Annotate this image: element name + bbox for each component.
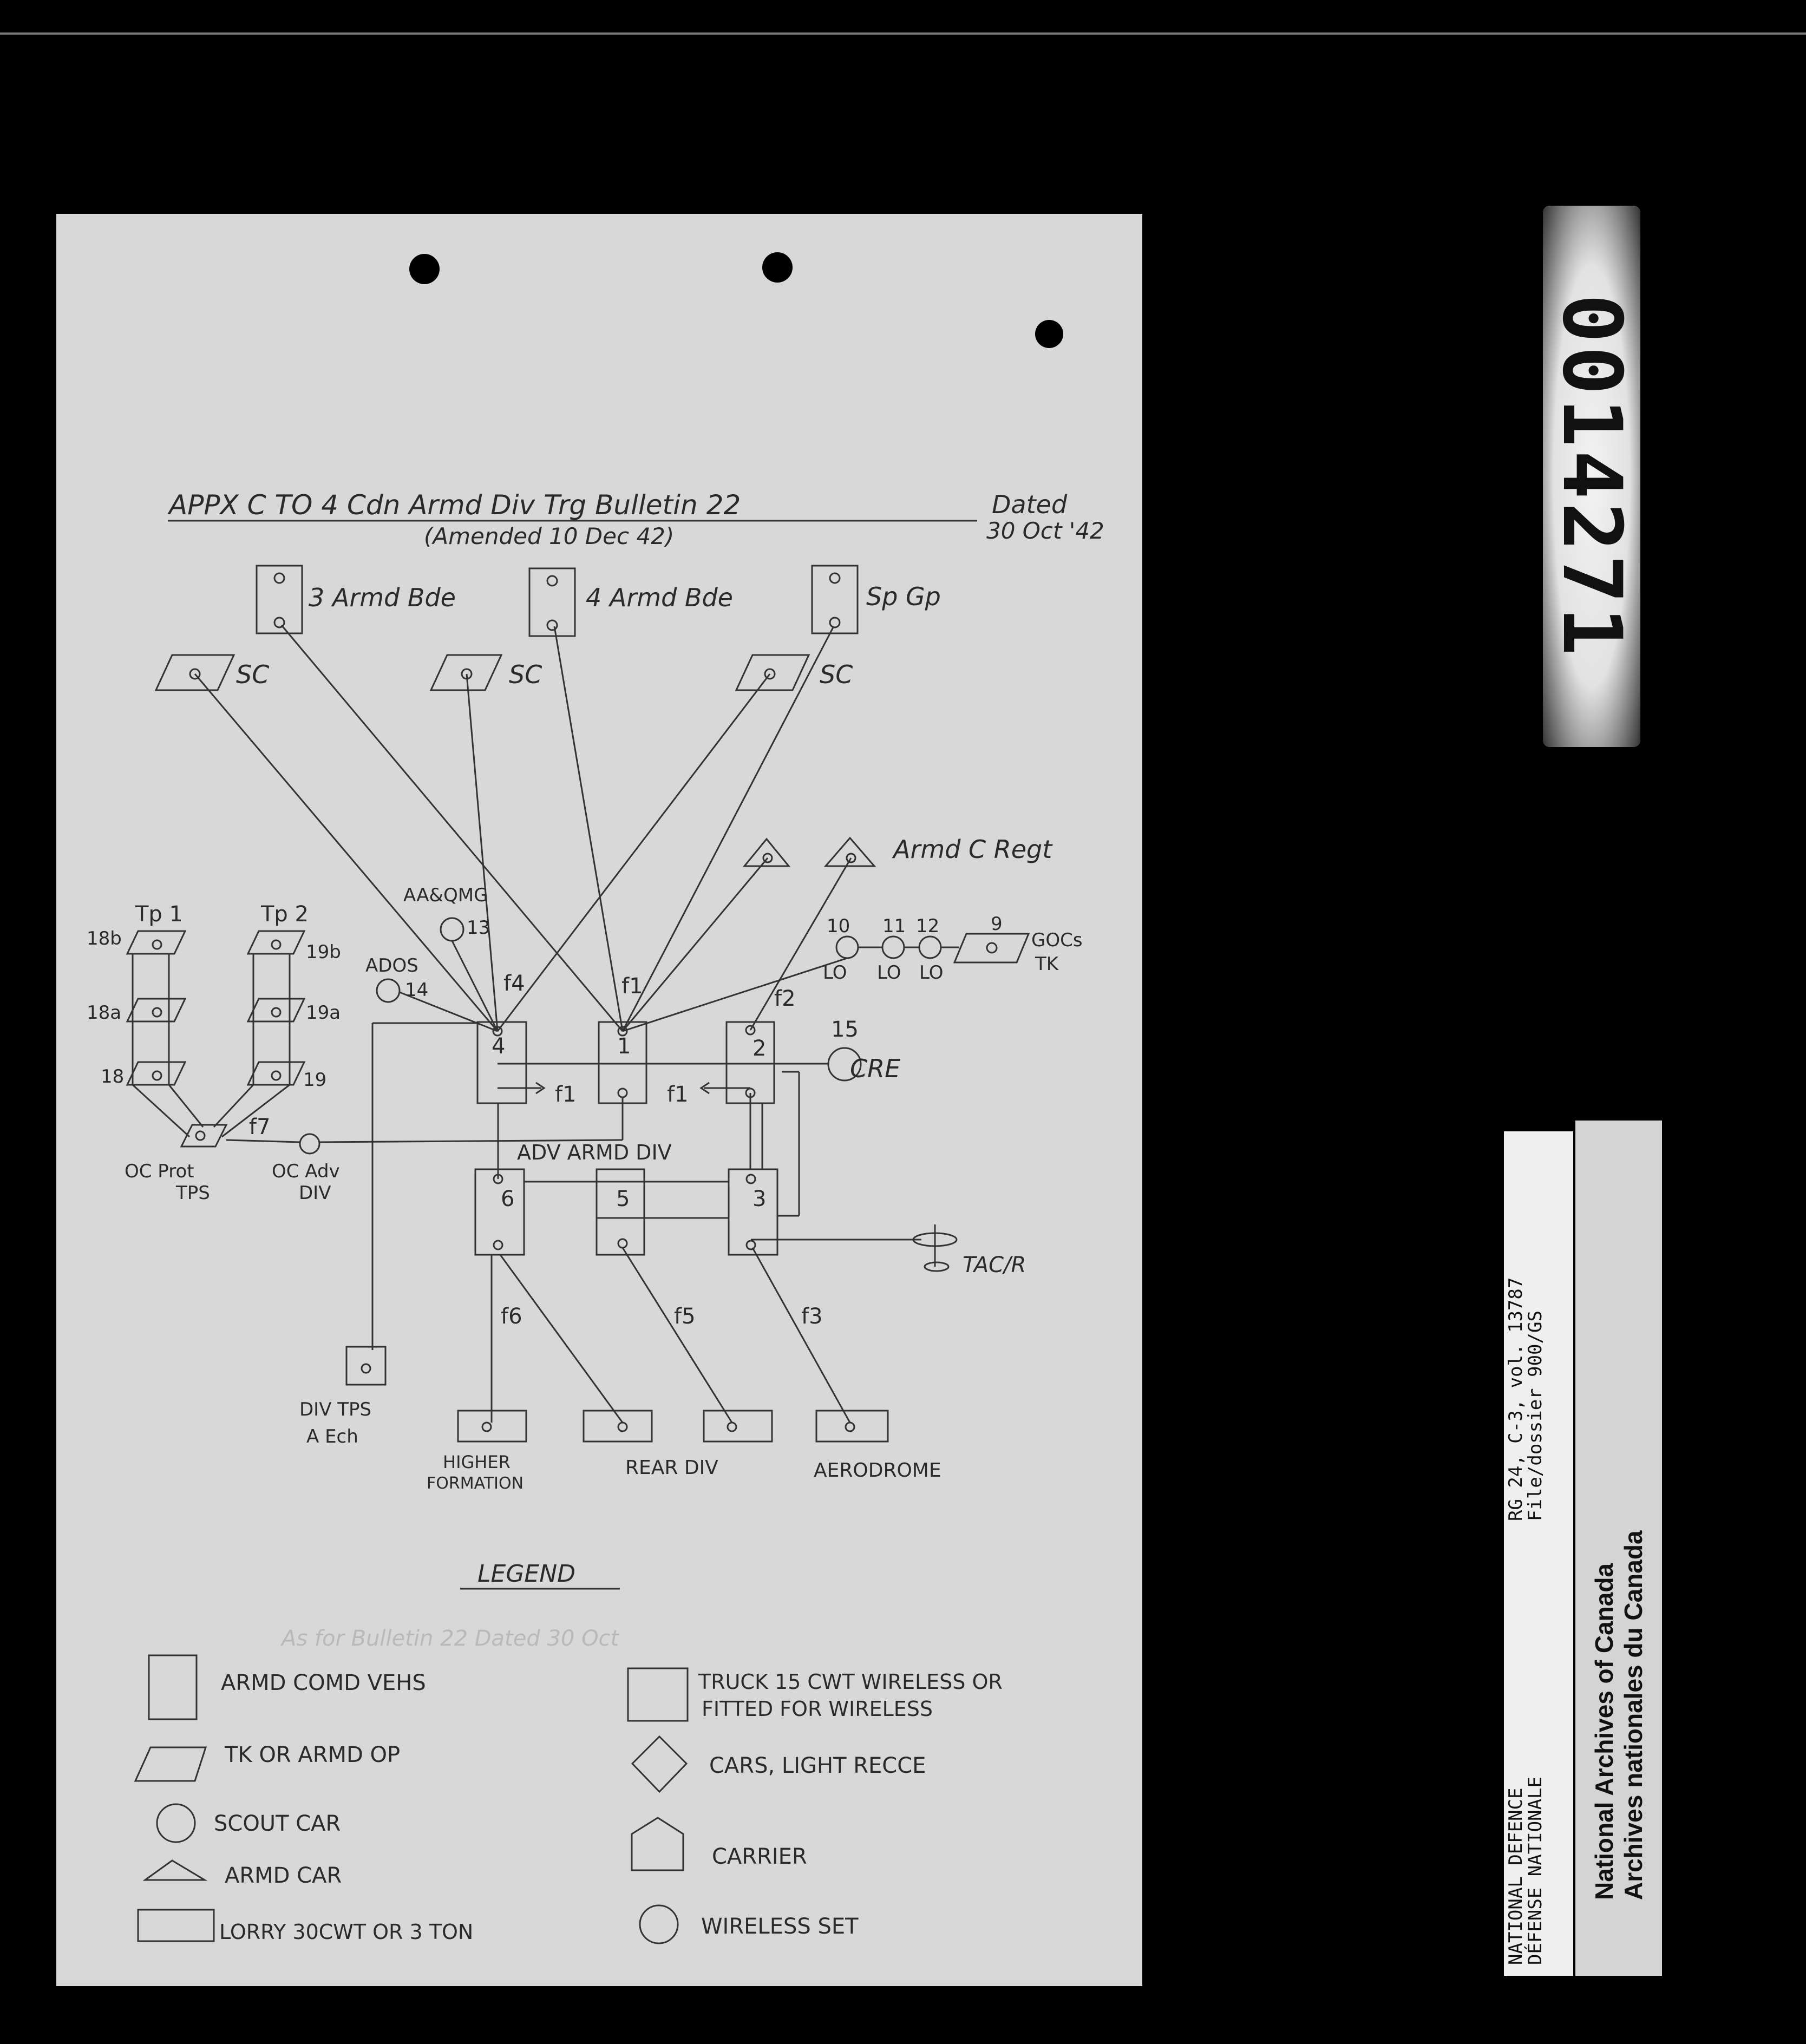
lorry-aerodrome [816,1411,888,1442]
legend-armd-comd-label: ARMD COMD VEHS [221,1670,426,1695]
label-5: 5 [616,1187,630,1211]
label-f3: f3 [801,1304,823,1329]
label-10: 10 [827,915,850,937]
label-f7: f7 [249,1115,271,1139]
label-tac-r: TAC/R [963,1253,1026,1277]
label-oc-adv: OC Adv [272,1161,340,1182]
label-lo: LO [823,962,847,984]
brigade-vehicle-box [257,566,302,633]
label-sc: SC [820,660,853,689]
label-armd-c-regt: Armd C Regt [893,835,1052,864]
command-vehicle-6 [475,1169,524,1255]
oc-adv-div-scout-car [300,1134,319,1154]
label-14: 14 [405,979,429,1001]
sc-tank-op [156,655,234,690]
legend-truck-icon [628,1668,688,1721]
punch-hole [1035,320,1063,348]
label-tps: TPS [176,1182,210,1204]
legend-armd-comd-icon [149,1655,197,1719]
label-4: 4 [492,1034,506,1059]
lo-scout-car [882,936,904,958]
legend-heading: LEGEND [477,1560,576,1588]
label-aerodrome: AERODROME [814,1459,941,1482]
archive-name-label [1575,1121,1662,1976]
legend-cars-icon [632,1737,686,1792]
brigade-vehicle-box [812,566,858,633]
label-ados: ADOS [365,955,418,977]
legend-cars-label: CARS, LIGHT RECCE [709,1753,926,1778]
brigade-vehicle-box [529,568,575,636]
label-div: DIV [299,1182,331,1204]
label-tk: TK [1035,953,1059,975]
label-archives-fr: Archives nationales du Canada [1619,1530,1647,1900]
punch-hole [409,254,440,284]
label-12: 12 [916,915,940,937]
label-f2: f2 [774,986,796,1011]
label-formation: FORMATION [427,1474,524,1493]
label-tp2: Tp 2 [261,902,309,927]
legend-lorry-icon [138,1910,214,1941]
div-tps-truck [346,1347,385,1385]
label-2: 2 [752,1036,767,1061]
label-rear-div: REAR DIV [625,1457,718,1479]
legend-carrier-icon [632,1818,683,1870]
label-sp-gp: Sp Gp [866,582,941,611]
label-div-tps: DIV TPS [299,1399,372,1420]
label-sc: SC [236,660,270,689]
legend-armd-car-icon [145,1860,205,1880]
legend-carrier-label: CARRIER [712,1844,807,1869]
label-f1-arrow: f1 [555,1082,577,1107]
label-f1: f1 [621,974,643,999]
label-tp1: Tp 1 [135,902,183,927]
label-19a: 19a [306,1002,341,1024]
label-13: 13 [467,917,490,939]
label-6: 6 [501,1187,515,1211]
legend-wireless-label: WIRELESS SET [701,1914,859,1939]
punch-hole [762,252,793,283]
sc-tank-op [736,655,809,690]
label-gocs: GOCs [1031,929,1083,951]
label-lo: LO [877,962,901,984]
label-9: 9 [991,913,1003,935]
label-f4: f4 [503,971,525,996]
label-national-defence: NATIONAL DEFENCE [1505,1787,1527,1965]
label-aa-qmg: AA&QMG [403,885,488,906]
label-file-ref: File/dossier 900/GS [1524,1311,1546,1521]
archive-reference-label [1504,1131,1573,1976]
label-11: 11 [882,915,906,937]
label-18a: 18a [87,1002,122,1024]
legend-truck-label-2: FITTED FOR WIRELESS [702,1697,933,1721]
label-15: 15 [831,1017,859,1042]
label-1: 1 [617,1034,631,1059]
legend-faint-note: As for Bulletin 22 Dated 30 Oct [282,1626,619,1651]
lo-scout-car [919,936,941,958]
scout-car-14 [377,979,400,1002]
dated-label: Dated [992,490,1068,519]
date-value: 30 Oct '42 [986,517,1104,544]
lo-scout-car [836,936,858,958]
label-lo: LO [919,962,944,984]
label-adv-armd-div: ADV ARMD DIV [517,1141,672,1164]
label-sc: SC [509,660,542,689]
legend-scout-car-label: SCOUT CAR [214,1811,341,1836]
label-4-armd-bde: 4 Armd Bde [586,583,733,612]
label-rg-ref: RG 24, C-3, vol. 13787 [1505,1277,1527,1521]
label-18: 18 [101,1066,125,1087]
label-a-ech: A Ech [306,1426,358,1447]
legend-truck-label-1: TRUCK 15 CWT WIRELESS OR [698,1670,1003,1694]
label-higher: HIGHER [443,1452,511,1472]
sc-tank-op [431,655,501,690]
label-18b: 18b [87,928,122,949]
label-19: 19 [303,1069,327,1091]
legend-lorry-label: LORRY 30CWT OR 3 TON [219,1920,474,1944]
amended-note: (Amended 10 Dec 42) [424,523,675,549]
title-line: APPX C TO 4 Cdn Armd Div Trg Bulletin 22 [169,489,741,521]
label-archives-en: National Archives of Canada [1590,1563,1618,1900]
label-cre: CRE [850,1054,901,1083]
frame-number: 0014271 [1545,293,1639,659]
frame-number-stamp [1543,206,1640,747]
lorry-rear-div-2 [704,1411,772,1442]
label-f6: f6 [501,1304,522,1329]
scout-car-13 [441,918,463,941]
legend-scout-car-icon [157,1804,195,1842]
gocs-tank [954,934,1029,962]
legend-armd-car-label: ARMD CAR [225,1863,342,1888]
label-3: 3 [752,1187,767,1211]
legend-wireless-icon [640,1905,678,1943]
label-f1-arrow-left: f1 [667,1082,689,1107]
label-oc-prot: OC Prot [125,1161,194,1182]
legend-tk-op-icon [135,1747,206,1781]
label-f5: f5 [674,1304,696,1329]
label-defense-nationale: DÉFENSE NATIONALE [1524,1777,1546,1965]
label-3-armd-bde: 3 Armd Bde [309,583,456,612]
legend-tk-op-label: TK OR ARMD OP [225,1742,401,1767]
label-19b: 19b [306,941,341,963]
